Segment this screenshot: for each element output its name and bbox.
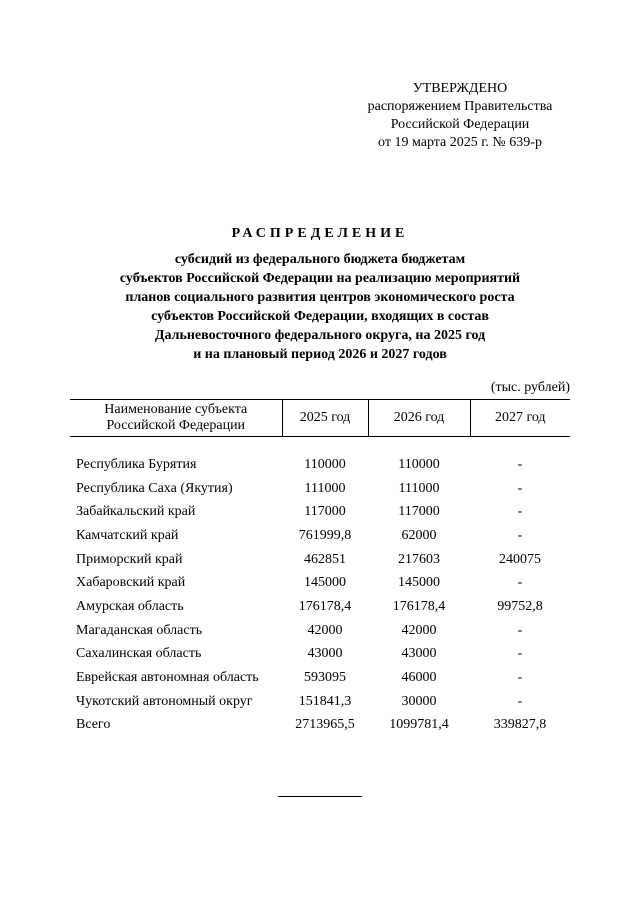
approval-line: Российской Федерации	[390, 117, 530, 132]
header-2027: 2027 год	[470, 400, 570, 437]
subtitle-line: и на плановый период 2026 и 2027 годов	[193, 347, 447, 362]
cell-amount-2025: 462851	[304, 551, 346, 567]
approval-date: от 19 марта 2025 г. № 639-р	[378, 135, 542, 150]
cell-amount-2027: -	[517, 622, 523, 638]
cell-amount-2027: -	[517, 527, 523, 543]
table-row	[70, 666, 570, 690]
approval-line: распоряжением Правительства	[367, 99, 553, 114]
cell-subject: Магаданская область	[76, 622, 203, 638]
approval-block	[340, 80, 580, 152]
table-row	[70, 643, 570, 667]
separator-line	[278, 796, 362, 797]
table-row	[70, 595, 570, 619]
cell-amount-2027: -	[517, 693, 523, 709]
cell-amount-2026: 145000	[398, 575, 440, 591]
cell-amount-2026: 46000	[401, 670, 437, 686]
table-row	[70, 690, 570, 714]
subtitle-line: субъектов Российской Федерации, входящих в состав	[151, 309, 489, 324]
distribution-table	[70, 399, 570, 737]
table-body	[70, 437, 570, 738]
cell-amount-2025: 593095	[304, 670, 346, 686]
cell-subject: Хабаровский край	[76, 575, 186, 591]
table-row	[70, 500, 570, 524]
table-header-row	[70, 400, 570, 437]
cell-subject: Всего	[76, 717, 111, 733]
cell-amount-2026: 1099781,4	[389, 717, 449, 733]
cell-amount-2025: 176178,4	[298, 598, 352, 614]
cell-amount-2026: 111000	[398, 480, 440, 496]
cell-subject: Еврейская автономная область	[76, 670, 259, 686]
cell-amount-2027: 339827,8	[493, 717, 547, 733]
cell-amount-2025: 111000	[304, 480, 346, 496]
cell-amount-2027: -	[517, 480, 523, 496]
cell-amount-2026: 110000	[398, 456, 440, 472]
cell-amount-2025: 42000	[307, 622, 343, 638]
cell-amount-2025: 117000	[304, 504, 346, 520]
cell-amount-2026: 176178,4	[392, 598, 446, 614]
cell-amount-2025: 761999,8	[298, 527, 352, 543]
cell-subject: Приморский край	[76, 551, 183, 567]
cell-subject: Чукотский автономный округ	[76, 693, 253, 709]
table-row	[70, 477, 570, 501]
cell-subject: Республика Саха (Якутия)	[76, 480, 233, 496]
cell-amount-2026: 117000	[398, 504, 440, 520]
document-title: РАСПРЕДЕЛЕНИЕ	[231, 226, 409, 241]
cell-amount-2027: -	[517, 646, 523, 662]
cell-amount-2026: 30000	[401, 693, 437, 709]
document-subtitle	[60, 250, 580, 364]
subtitle-line: субъектов Российской Федерации на реализацию мероприятий	[119, 271, 521, 286]
header-2025: 2025 год	[282, 400, 368, 437]
cell-subject: Забайкальский край	[76, 504, 196, 520]
cell-subject: Республика Бурятия	[76, 456, 197, 472]
cell-subject: Сахалинская область	[76, 646, 202, 662]
cell-amount-2027: 99752,8	[497, 598, 543, 614]
table-total-row	[70, 714, 570, 738]
table-spacer	[70, 437, 570, 454]
table-row	[70, 453, 570, 477]
cell-amount-2026: 217603	[398, 551, 440, 567]
table-row	[70, 524, 570, 548]
approval-heading: УТВЕРЖДЕНО	[412, 81, 508, 96]
cell-amount-2025: 145000	[304, 575, 346, 591]
cell-amount-2027: 240075	[499, 551, 541, 567]
cell-amount-2027: -	[517, 670, 523, 686]
cell-amount-2027: -	[517, 456, 523, 472]
cell-amount-2025: 110000	[304, 456, 346, 472]
cell-amount-2025: 43000	[307, 646, 343, 662]
header-2026: 2026 год	[368, 400, 470, 437]
units-label: (тыс. рублей)	[490, 380, 570, 395]
cell-amount-2025: 151841,3	[298, 693, 352, 709]
cell-amount-2025: 2713965,5	[295, 717, 355, 733]
subtitle-line: планов социального развития центров экономического роста	[125, 290, 515, 305]
table-row	[70, 548, 570, 572]
cell-subject: Амурская область	[76, 598, 184, 614]
table-row	[70, 619, 570, 643]
subtitle-line: субсидий из федерального бюджета бюджетам	[174, 252, 466, 267]
header-subject: Наименование субъекта Российской Федерации	[70, 400, 282, 437]
subtitle-line: Дальневосточного федерального округа, на 2025 год	[154, 328, 486, 343]
cell-amount-2026: 62000	[401, 527, 437, 543]
table-row	[70, 571, 570, 595]
cell-amount-2026: 43000	[401, 646, 437, 662]
cell-amount-2026: 42000	[401, 622, 437, 638]
cell-amount-2027: -	[517, 575, 523, 591]
cell-subject: Камчатский край	[76, 527, 179, 543]
cell-amount-2027: -	[517, 504, 523, 520]
